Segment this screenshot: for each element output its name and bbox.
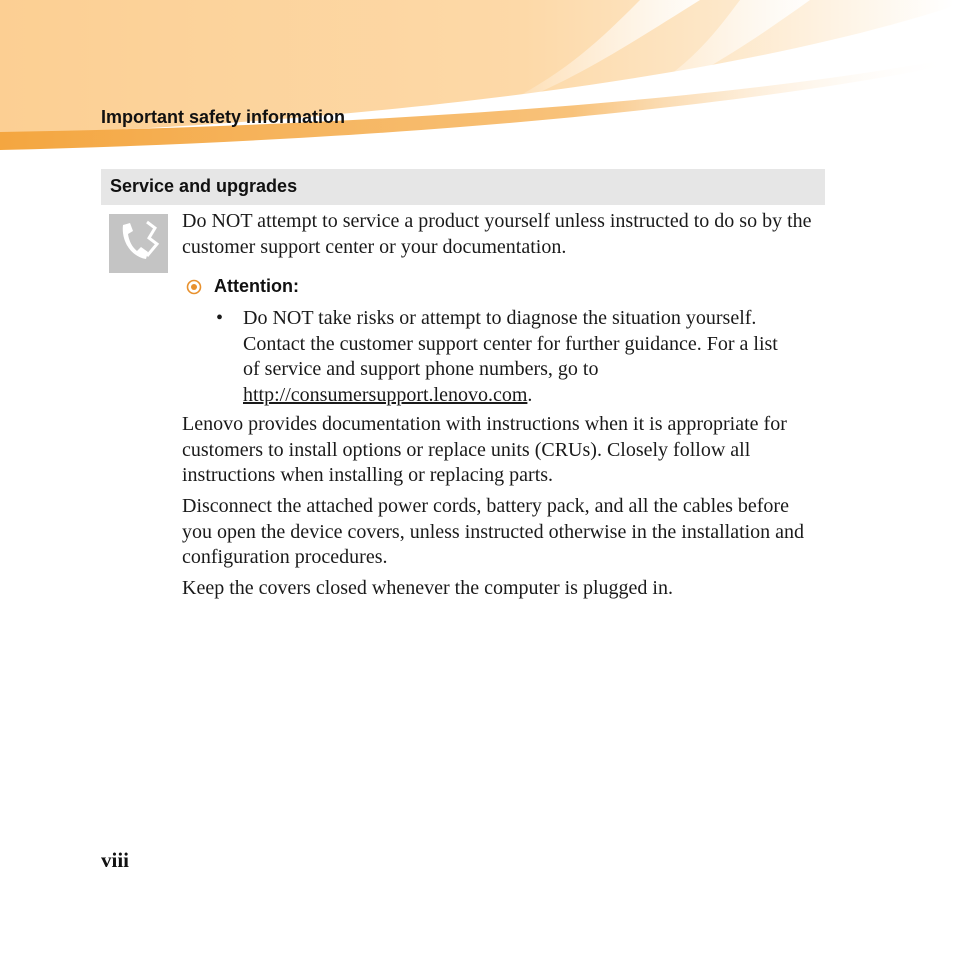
intro-paragraph: Do NOT attempt to service a product yourself unless instructed to do so by the customer support center or your documentation.: [182, 210, 812, 258]
paragraph-covers: Keep the covers closed whenever the computer is plugged in.: [182, 577, 673, 599]
attention-bullet: [216, 306, 786, 408]
paragraph-documentation: Lenovo provides documentation with instructions when it is appropriate for customers to install options or replace units (CRUs). Closely follow all instructions when installing or replacing parts.: [182, 413, 787, 486]
paragraph-disconnect: Disconnect the attached power cords, battery pack, and all the cables before you open the device covers, unless instructed otherwise in the installation and configuration procedures.: [182, 495, 805, 568]
attention-heading: [186, 276, 299, 297]
target-icon: [186, 279, 202, 295]
bullet-text: [243, 306, 783, 408]
bullet-text-before: Do NOT take risks or attempt to diagnose the situation yourself. Contact the customer support center for further guidance. For a list of service and support phone numbers, go to: [243, 307, 778, 380]
section-title: Service and upgrades: [110, 176, 298, 196]
phone-icon: [109, 214, 168, 273]
section-bar: [101, 169, 825, 205]
bullet-text-after: .: [527, 383, 533, 406]
attention-label: Attention:: [214, 276, 299, 296]
header-band: [0, 0, 954, 160]
header-title: Important safety information: [101, 107, 346, 127]
page-number: viii: [101, 848, 130, 872]
bullet-symbol: •: [216, 307, 224, 329]
support-link[interactable]: http://consumersupport.lenovo.com: [243, 383, 528, 406]
